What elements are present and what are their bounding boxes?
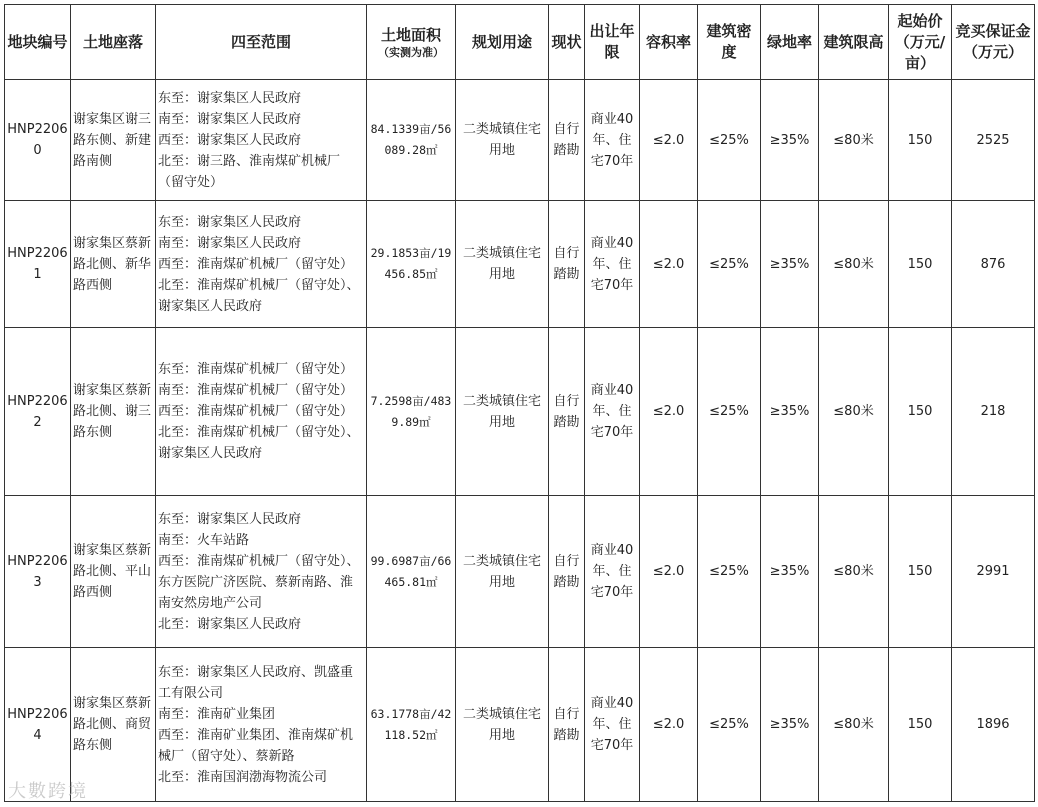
term-cell: 商业40年、住宅70年 xyxy=(585,80,640,201)
location-cell: 谢家集区蔡新路北侧、平山路西侧 xyxy=(71,496,156,648)
term-cell: 商业40年、住宅70年 xyxy=(585,328,640,496)
boundary-line: 西至：淮南煤矿机械厂（留守处） xyxy=(158,256,354,272)
height-cell: ≤80米 xyxy=(819,648,889,802)
location-cell: 谢家集区谢三路东侧、新建路南侧 xyxy=(71,80,156,201)
header-deposit: 竞买保证金（万元） xyxy=(952,5,1035,80)
header-row xyxy=(5,5,1035,80)
status-cell: 自行踏勘 xyxy=(549,496,585,648)
header-boundary: 四至范围 xyxy=(156,5,367,80)
location-cell: 谢家集区蔡新路北侧、新华路西侧 xyxy=(71,201,156,328)
price-cell: 150 xyxy=(889,648,952,802)
status-cell: 自行踏勘 xyxy=(549,328,585,496)
status-cell: 自行踏勘 xyxy=(549,201,585,328)
header-area-note: （实测为准） xyxy=(378,45,444,59)
header-id: 地块编号 xyxy=(5,5,71,80)
area-cell: 7.2598亩/4839.89㎡ xyxy=(367,328,456,496)
boundary-line: 西至：淮南矿业集团、淮南煤矿机械厂（留守处）、蔡新路 xyxy=(158,727,354,764)
boundary-cell xyxy=(156,496,367,648)
status-cell: 自行踏勘 xyxy=(549,80,585,201)
header-green: 绿地率 xyxy=(761,5,819,80)
header-far: 容积率 xyxy=(640,5,698,80)
boundary-line: 北至：淮南煤矿机械厂（留守处）、谢家集区人民政府 xyxy=(158,425,360,461)
boundary-line: 西至：淮南煤矿机械厂（留守处）、东方医院广济医院、蔡新南路、淮南安然房地产公司 xyxy=(158,553,360,611)
green-cell: ≥35% xyxy=(761,496,819,648)
header-area xyxy=(367,5,456,80)
area-cell: 99.6987亩/66465.81㎡ xyxy=(367,496,456,648)
parcel-id-cell: HNP22063 xyxy=(5,496,71,648)
green-cell: ≥35% xyxy=(761,648,819,802)
boundary-line: 西至：谢家集区人民政府 xyxy=(158,132,302,148)
price-cell: 150 xyxy=(889,80,952,201)
header-height: 建筑限高 xyxy=(819,5,889,80)
header-area-label: 土地面积 xyxy=(380,25,441,44)
boundary-line: 北至：谢三路、淮南煤矿机械厂（留守处） xyxy=(158,153,341,190)
height-cell: ≤80米 xyxy=(819,328,889,496)
header-status: 现状 xyxy=(549,5,585,80)
boundary-line: 南至：谢家集区人民政府 xyxy=(158,111,302,127)
boundary-line: 东至：淮南煤矿机械厂（留守处） xyxy=(158,362,354,377)
density-cell: ≤25% xyxy=(698,328,761,496)
area-cell: 29.1853亩/19456.85㎡ xyxy=(367,201,456,328)
term-cell: 商业40年、住宅70年 xyxy=(585,648,640,802)
density-cell: ≤25% xyxy=(698,80,761,201)
boundary-line: 南至：火车站路 xyxy=(158,532,250,548)
boundary-line: 北至：淮南煤矿机械厂（留守处）、谢家集区人民政府 xyxy=(158,277,360,314)
parcel-id-cell: HNP22064 xyxy=(5,648,71,802)
boundary-cell xyxy=(156,328,367,496)
height-cell: ≤80米 xyxy=(819,496,889,648)
height-cell: ≤80米 xyxy=(819,80,889,201)
deposit-cell: 1896 xyxy=(952,648,1035,802)
watermark-logo: 大數跨境 xyxy=(8,781,88,802)
parcel-id-cell: HNP22061 xyxy=(5,201,71,328)
header-use: 规划用途 xyxy=(456,5,549,80)
density-cell: ≤25% xyxy=(698,496,761,648)
table-row xyxy=(5,648,1035,802)
boundary-line: 东至：谢家集区人民政府 xyxy=(158,511,302,527)
header-density: 建筑密度 xyxy=(698,5,761,80)
far-cell: ≤2.0 xyxy=(640,80,698,201)
height-cell: ≤80米 xyxy=(819,201,889,328)
green-cell: ≥35% xyxy=(761,328,819,496)
far-cell: ≤2.0 xyxy=(640,648,698,802)
boundary-line: 北至：淮南国润渤海物流公司 xyxy=(158,769,328,785)
location-cell: 谢家集区蔡新路北侧、商贸路东侧 xyxy=(71,648,156,802)
boundary-cell xyxy=(156,648,367,802)
deposit-cell: 218 xyxy=(952,328,1035,496)
deposit-cell: 876 xyxy=(952,201,1035,328)
price-cell: 150 xyxy=(889,496,952,648)
table-row xyxy=(5,201,1035,328)
density-cell: ≤25% xyxy=(698,201,761,328)
parcel-id-cell: HNP22062 xyxy=(5,328,71,496)
deposit-cell: 2525 xyxy=(952,80,1035,201)
price-cell: 150 xyxy=(889,328,952,496)
far-cell: ≤2.0 xyxy=(640,496,698,648)
table-row xyxy=(5,328,1035,496)
location-cell: 谢家集区蔡新路北侧、谢三路东侧 xyxy=(71,328,156,496)
parcel-id-cell: HNP22060 xyxy=(5,80,71,201)
term-cell: 商业40年、住宅70年 xyxy=(585,496,640,648)
boundary-line: 北至：谢家集区人民政府 xyxy=(158,616,302,632)
header-price: 起始价（万元/亩） xyxy=(889,5,952,80)
deposit-cell: 2991 xyxy=(952,496,1035,648)
price-cell: 150 xyxy=(889,201,952,328)
status-cell: 自行踏勘 xyxy=(549,648,585,802)
area-cell: 63.1778亩/42118.52㎡ xyxy=(367,648,456,802)
boundary-line: 南至：淮南矿业集团 xyxy=(158,706,276,722)
header-location: 土地座落 xyxy=(71,5,156,80)
use-cell: 二类城镇住宅用地 xyxy=(456,80,549,201)
use-cell: 二类城镇住宅用地 xyxy=(456,328,549,496)
green-cell: ≥35% xyxy=(761,201,819,328)
boundary-line: 东至：谢家集区人民政府 xyxy=(158,90,302,106)
boundary-line: 南至：淮南煤矿机械厂（留守处） xyxy=(158,383,354,398)
table-row xyxy=(5,80,1035,201)
boundary-line: 东至：谢家集区人民政府、凯盛重工有限公司 xyxy=(158,664,354,701)
use-cell: 二类城镇住宅用地 xyxy=(456,201,549,328)
boundary-line: 东至：谢家集区人民政府 xyxy=(158,214,302,230)
density-cell: ≤25% xyxy=(698,648,761,802)
boundary-line: 西至：淮南煤矿机械厂（留守处） xyxy=(158,404,354,419)
green-cell: ≥35% xyxy=(761,80,819,201)
use-cell: 二类城镇住宅用地 xyxy=(456,648,549,802)
far-cell: ≤2.0 xyxy=(640,328,698,496)
boundary-cell xyxy=(156,80,367,201)
table-row xyxy=(5,496,1035,648)
boundary-line: 南至：谢家集区人民政府 xyxy=(158,235,302,251)
land-parcel-table xyxy=(4,4,1035,802)
term-cell: 商业40年、住宅70年 xyxy=(585,201,640,328)
use-cell: 二类城镇住宅用地 xyxy=(456,496,549,648)
area-cell: 84.1339亩/56089.28㎡ xyxy=(367,80,456,201)
header-term: 出让年限 xyxy=(585,5,640,80)
far-cell: ≤2.0 xyxy=(640,201,698,328)
boundary-cell xyxy=(156,201,367,328)
